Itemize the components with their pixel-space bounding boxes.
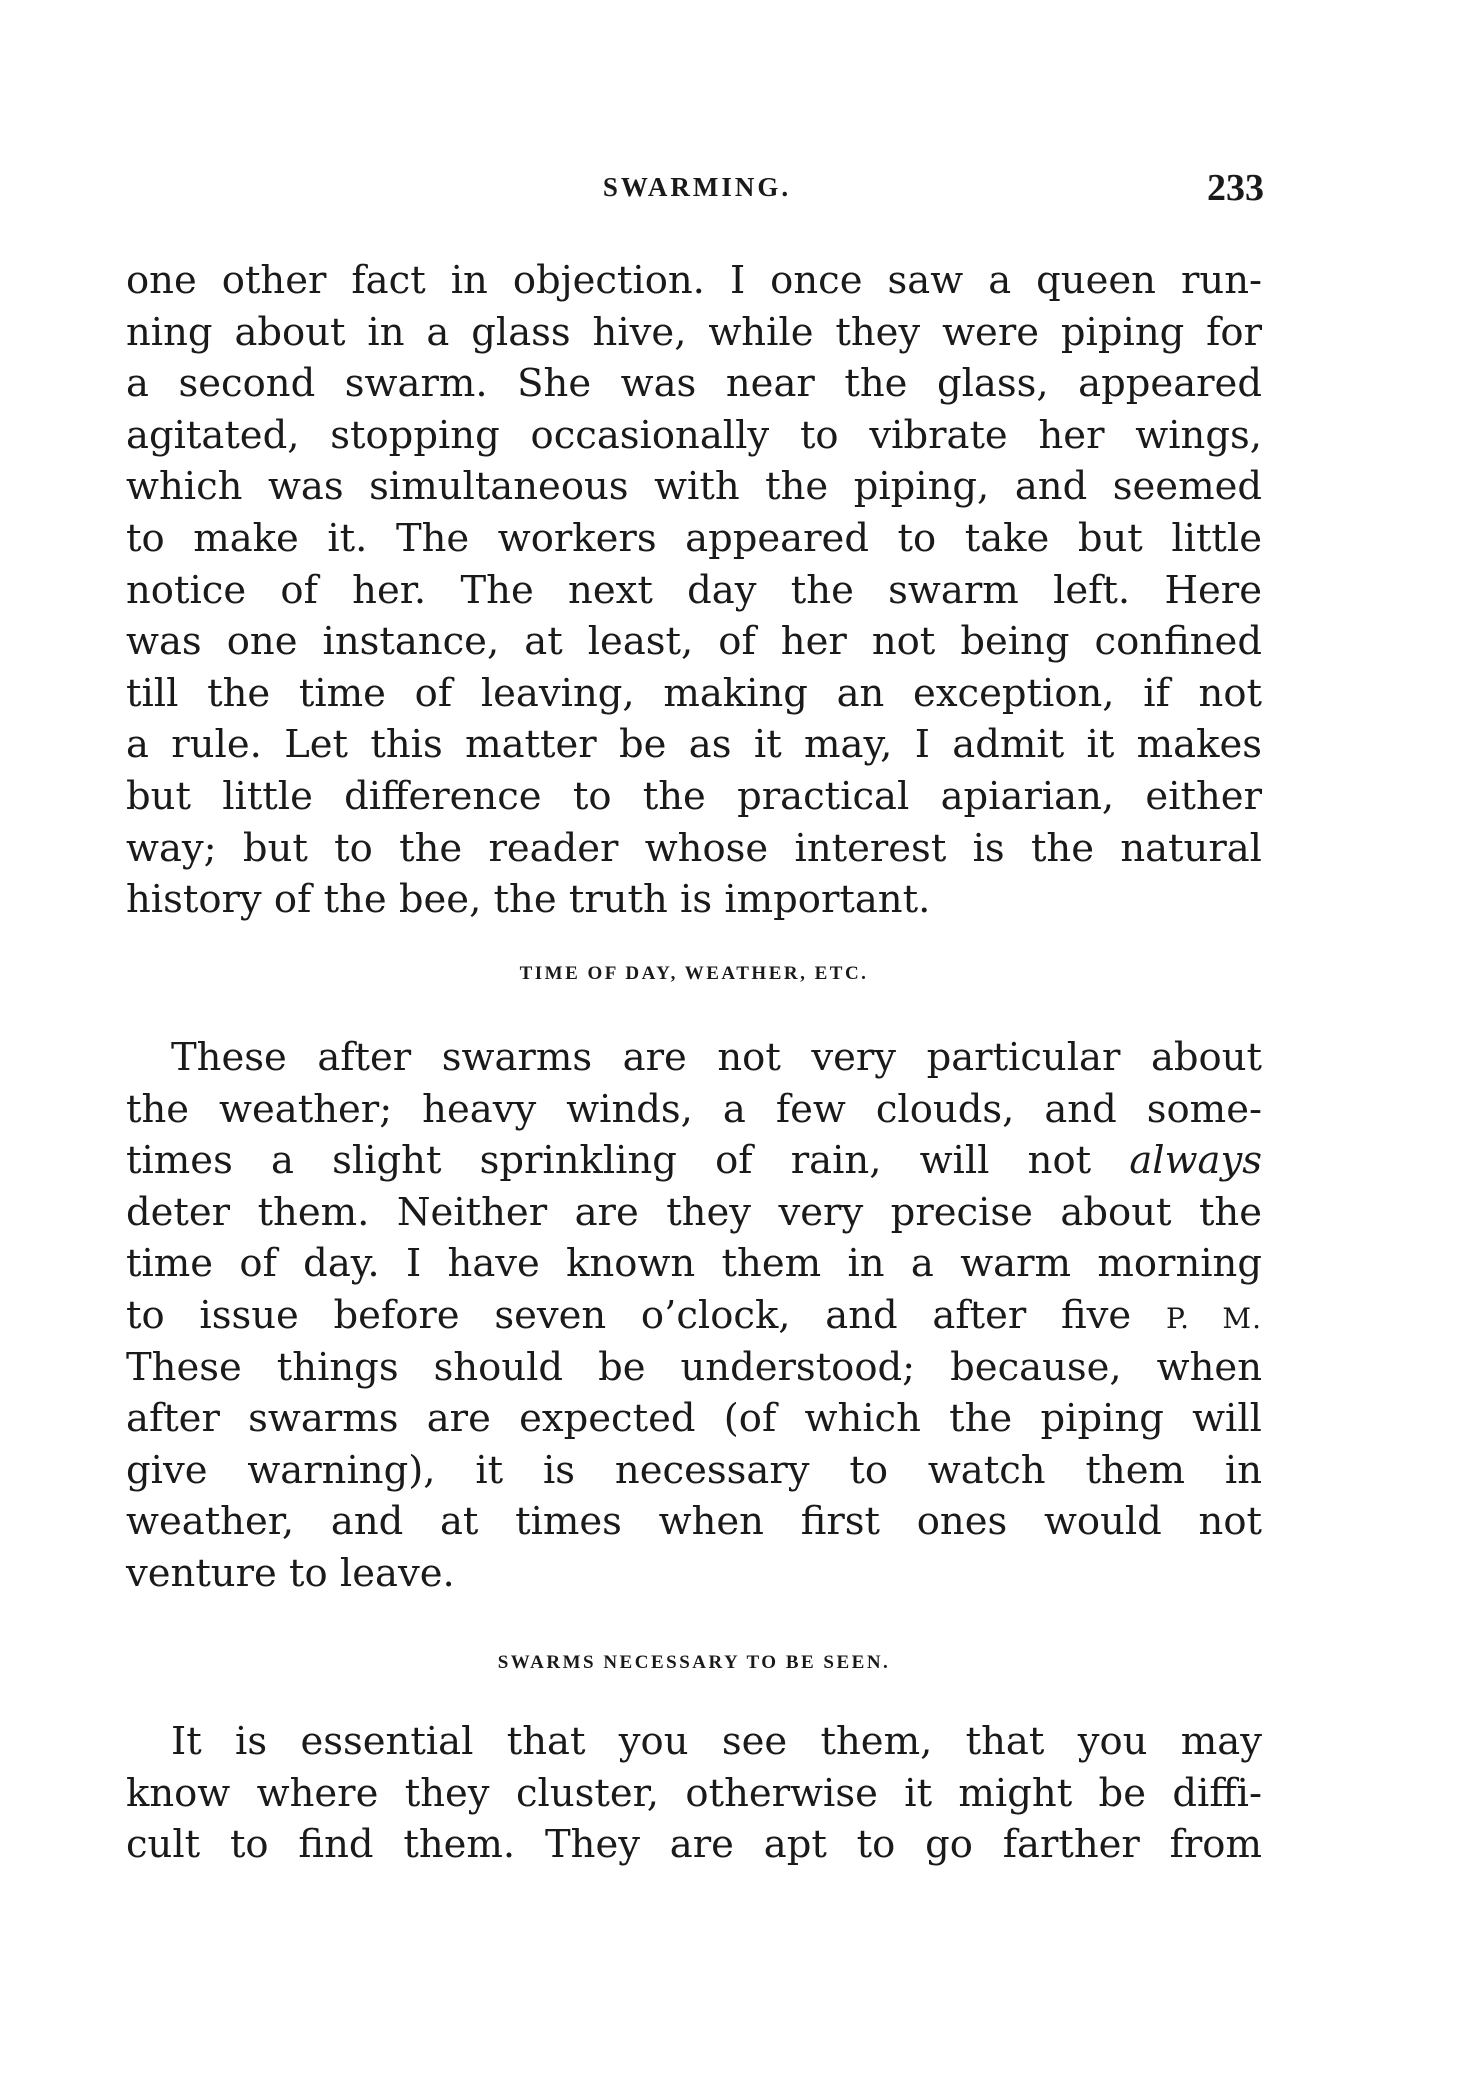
text-line: one other fact in objection. I once saw a queen run- bbox=[126, 258, 1262, 303]
text-line: a rule. Let this matter be as it may, I admit it makes bbox=[126, 722, 1262, 768]
text-fragment: to issue before seven o’clock, and after five bbox=[126, 1292, 1166, 1338]
paragraph-objection bbox=[126, 255, 1262, 926]
text-line: notice of her. The next day the swarm left. Here bbox=[126, 567, 1262, 613]
text-line: ning about in a glass hive, while they were piping for bbox=[126, 309, 1262, 355]
text-line: a second swarm. She was near the glass, appeared bbox=[126, 361, 1262, 407]
text-line: weather, and at times when first ones would not bbox=[126, 1499, 1262, 1545]
text-line: venture to leave. bbox=[126, 1550, 455, 1596]
text-line: cult to find them. They are apt to go farther from bbox=[126, 1822, 1262, 1868]
text-fragment: times a slight sprinkling of rain, will not bbox=[126, 1138, 1130, 1184]
italic-word: always bbox=[1129, 1138, 1262, 1184]
text-line: was one instance, at least, of her not being confined bbox=[126, 619, 1262, 665]
text-line: the weather; heavy winds, a few clouds, and some- bbox=[126, 1086, 1262, 1132]
text-line: history of the bee, the truth is important. bbox=[126, 877, 931, 923]
section-heading-swarms-seen: SWARMS NECESSARY TO BE SEEN. bbox=[497, 1652, 891, 1673]
text-line: which was simultaneous with the piping, and seemed bbox=[126, 464, 1262, 510]
text-line: till the time of leaving, making an exception, if not bbox=[126, 670, 1262, 716]
paragraph-time-of-day bbox=[126, 1032, 1262, 1600]
text-line: way; but to the reader whose interest is the natural bbox=[126, 825, 1262, 871]
text-line: but little difference to the practical apiarian, either bbox=[126, 773, 1262, 819]
page-number: 233 bbox=[1207, 167, 1264, 209]
text-line: to make it. The workers appeared to take but little bbox=[126, 515, 1262, 561]
text-line bbox=[126, 1135, 1262, 1187]
running-title: SWARMING. bbox=[602, 172, 792, 202]
time-abbreviation: P. M. bbox=[1165, 1301, 1262, 1335]
text-line: after swarms are expected (of which the piping will bbox=[126, 1396, 1262, 1442]
section-heading-time-of-day: TIME OF DAY, WEATHER, ETC. bbox=[519, 963, 869, 984]
text-line: deter them. Neither are they very precise about the bbox=[126, 1189, 1262, 1235]
text-line: know where they cluster, otherwise it might be diffi- bbox=[126, 1770, 1262, 1816]
text-line bbox=[126, 1290, 1262, 1342]
text-line: time of day. I have known them in a warm morning bbox=[126, 1241, 1262, 1287]
text-line: It is essential that you see them, that you may bbox=[171, 1719, 1262, 1764]
text-line: give warning), it is necessary to watch them in bbox=[126, 1447, 1262, 1493]
text-line: agitated, stopping occasionally to vibrate her wings, bbox=[126, 412, 1262, 458]
text-line: These after swarms are not very particular about bbox=[171, 1035, 1262, 1080]
text-line: These things should be understood; because, when bbox=[126, 1344, 1262, 1390]
running-head bbox=[130, 167, 1264, 220]
paragraph-swarms-seen bbox=[126, 1716, 1262, 1871]
